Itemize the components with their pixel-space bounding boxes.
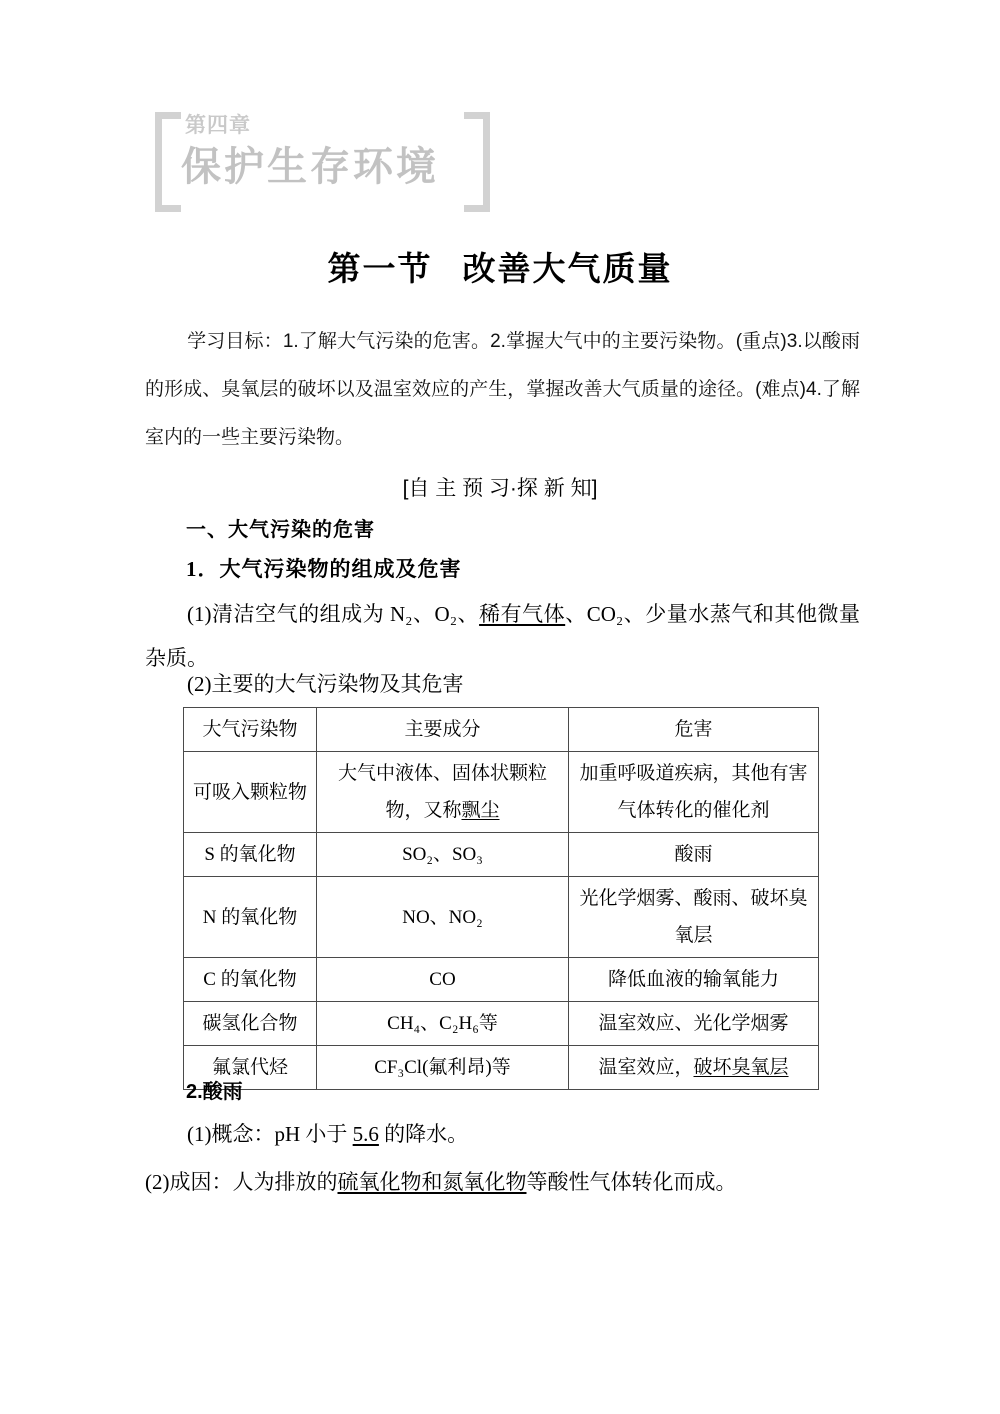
clean-air-part-b: 、CO₂、少量水蒸气和其他微量杂质。 [145, 602, 860, 670]
chapter-number: 第四章 [185, 114, 251, 137]
table-header-harm: 危害 [569, 708, 819, 752]
composition-plain: 大气中液体、固体状颗粒物，又称 [337, 763, 547, 821]
cause-prefix: (2)成因：人为排放的 [145, 1170, 338, 1194]
table-row [184, 752, 819, 833]
cell-pollutant: S 的氧化物 [184, 833, 317, 877]
cell-pollutant: 碳氢化合物 [184, 1002, 317, 1046]
table-row [184, 833, 819, 877]
paragraph-acid-rain-cause [145, 1160, 860, 1204]
cell-composition: CO [317, 958, 569, 1002]
table-row [184, 877, 819, 958]
harm-underlined: 破坏臭氧层 [693, 1057, 789, 1078]
cell-pollutant: 氟氯代烃 [184, 1046, 317, 1090]
chapter-name: 保护生存环境 [181, 144, 439, 189]
bracket-left-decoration [155, 112, 181, 212]
paragraph-pollutants-intro [145, 662, 860, 706]
pollutants-table [183, 707, 819, 1090]
paragraph-acid-rain-concept [145, 1112, 860, 1156]
table-header-composition: 主要成分 [317, 708, 569, 752]
section-title [0, 243, 1000, 290]
cell-harm: 降低血液的输氧能力 [569, 958, 819, 1002]
objectives-text: 1.了解大气污染的危害。2.掌握大气中的主要污染物。(重点)3.以酸雨的形成、臭氧层的破坏以及温室效应的产生，掌握改善大气质量的途径。(难点)4.了解室内的一些主要污染物。 [145, 331, 860, 448]
heading-level-2-number: 1． [186, 557, 220, 581]
cell-composition: NO、NO₂ [317, 877, 569, 958]
table-header-pollutant: 大气污染物 [184, 708, 317, 752]
concept-prefix: (1)概念：pH 小于 [187, 1122, 353, 1146]
cell-harm: 温室效应、光化学烟雾 [569, 1002, 819, 1046]
pollutants-table-wrapper [183, 707, 818, 1090]
cell-composition: CF₃Cl(氟利昂)等 [317, 1046, 569, 1090]
cell-harm [569, 1046, 819, 1090]
cause-underlined-term: 硫氧化物和氮氧化物 [337, 1170, 527, 1194]
harm-plain: 温室效应， [598, 1057, 694, 1078]
concept-ph-value: 5.6 [352, 1122, 379, 1146]
table-header-row [184, 708, 819, 752]
heading-level-2 [186, 553, 462, 583]
cell-harm: 酸雨 [569, 833, 819, 877]
section-number: 第一节 [327, 250, 433, 287]
cell-composition: SO₂、SO₃ [317, 833, 569, 877]
table-row [184, 958, 819, 1002]
clean-air-part-a: (1)清洁空气的组成为 N₂、O₂、 [187, 602, 480, 626]
composition-underlined: 飘尘 [461, 800, 500, 821]
bracket-right-decoration [464, 112, 490, 212]
heading-level-1: 一、大气污染的危害 [186, 519, 375, 541]
clean-air-underlined-term: 稀有气体 [479, 602, 566, 626]
chapter-banner [155, 112, 490, 212]
cell-harm: 光化学烟雾、酸雨、破坏臭氧层 [569, 877, 819, 958]
cell-pollutant: C 的氧化物 [184, 958, 317, 1002]
cause-suffix: 等酸性气体转化而成。 [526, 1170, 737, 1194]
objectives-label: 学习目标： [187, 331, 283, 352]
table-row [184, 1002, 819, 1046]
cell-composition: CH₄、C₂H₆等 [317, 1002, 569, 1046]
cell-pollutant: N 的氧化物 [184, 877, 317, 958]
cell-pollutant: 可吸入颗粒物 [184, 752, 317, 833]
self-study-banner: [自 主 预 习·探 新 知] [402, 477, 598, 500]
section-title-text: 改善大气质量 [462, 250, 673, 287]
learning-objectives [145, 318, 860, 462]
heading-level-2-text: 大气污染物的组成及危害 [219, 558, 462, 581]
heading-acid-rain: 2.酸雨 [186, 1081, 243, 1103]
cell-harm: 加重呼吸道疾病，其他有害气体转化的催化剂 [569, 752, 819, 833]
cell-composition [317, 752, 569, 833]
concept-suffix: 的降水。 [378, 1122, 469, 1146]
pollutants-intro-text: (2)主要的大气污染物及其危害 [187, 672, 464, 696]
table-row [184, 1046, 819, 1090]
